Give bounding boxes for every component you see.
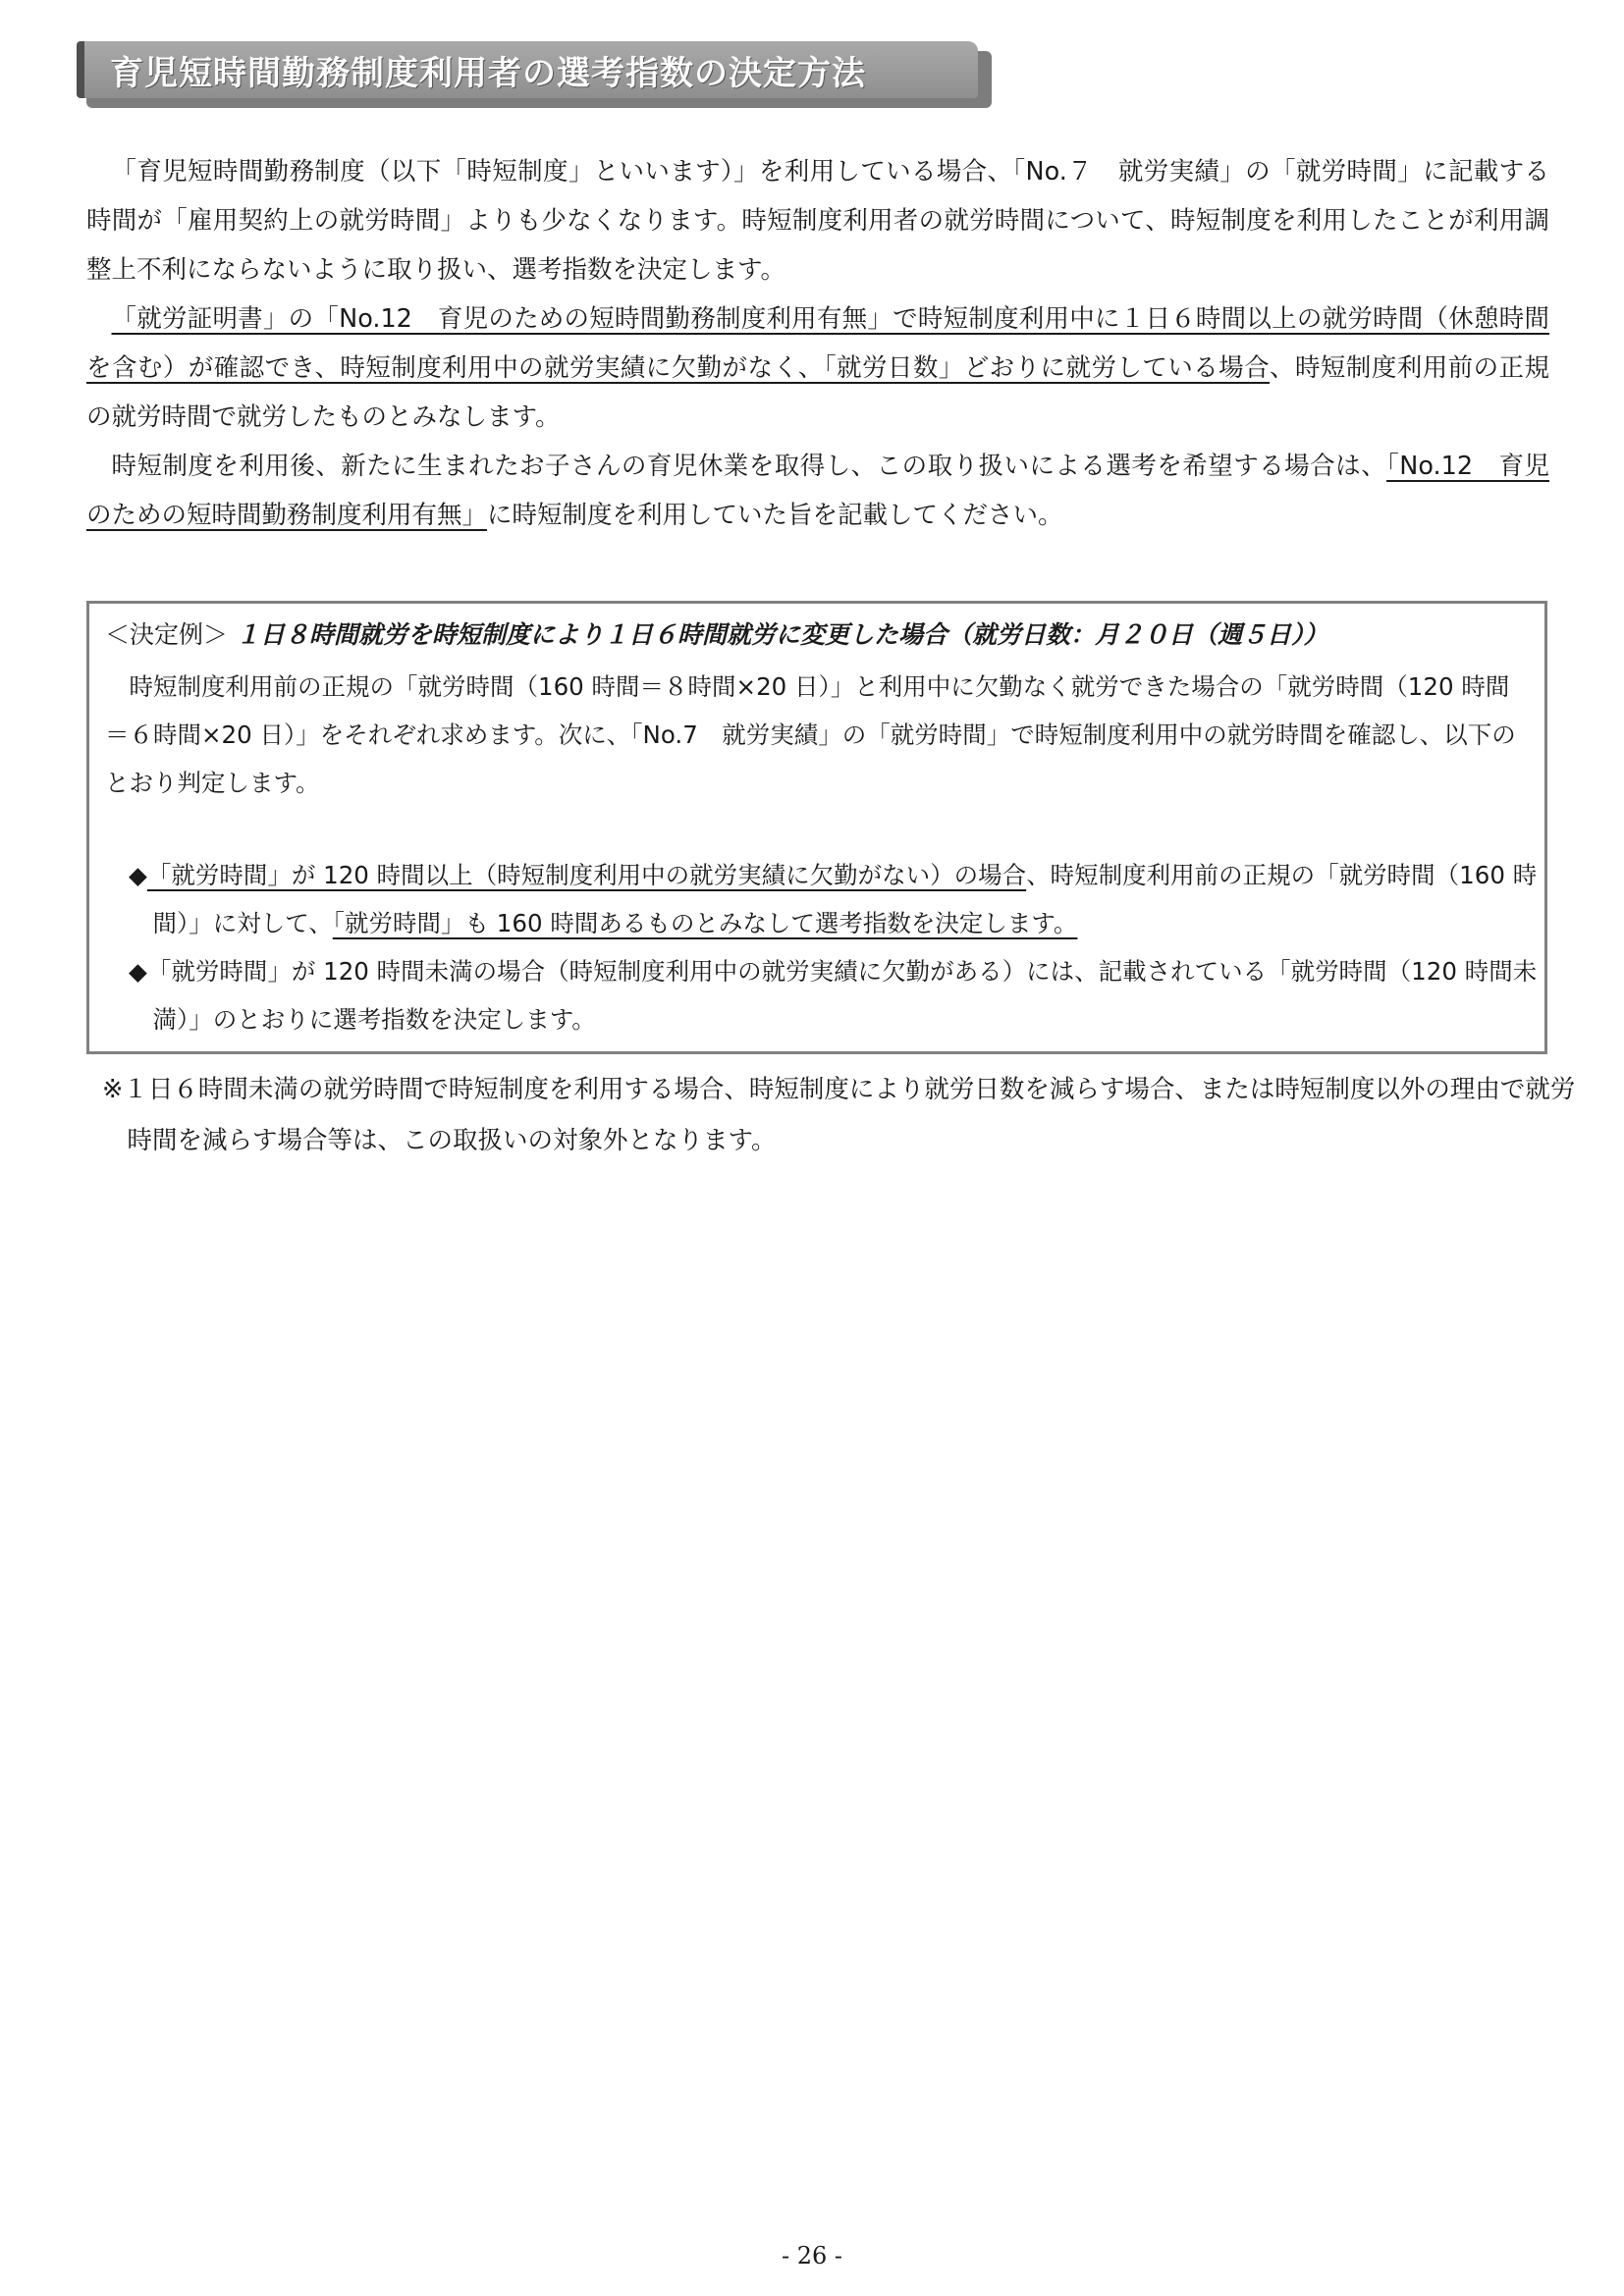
page-title: 育児短時間勤務制度利用者の選考指数の決定方法 <box>110 53 866 93</box>
condition-rest-text: 、時短制度利用前の正規の就労時間で就労したものとみなします。 <box>86 353 1549 432</box>
bullet1-underlined-2: 「就労時間」も 160 時間あるものとみなして選考指数を決定します。 <box>332 909 1078 937</box>
page-number: - 26 - <box>781 2242 842 2269</box>
example-label: ＜決定例＞ <box>105 620 229 649</box>
exclusion-note: ※１日６時間未満の就労時間で時短制度を利用する場合、時短制度により就労日数を減らす場合、または時短制度以外の理由で就労時間を減らす場合等は、この取扱いの対象外となります。 <box>102 1075 1576 1155</box>
childcare-leave-underlined: 「No.12 育児のための短時間勤務制度利用有無」 <box>86 452 1549 530</box>
paragraph-intro: 「育児短時間勤務制度（以下「時短制度」といいます）」を利用している場合、「No.７ 就労実績」の「就労時間」に記載する時間が「雇用契約上の就労時間」よりも少なくなります。時短制度利用者の就労時間について、時短制度を利用したことが利用調整上不利にならないように取り扱い、選考指数を決定します。 <box>86 157 1549 285</box>
childcare-leave-end: に時短制度を利用していた旨を記載してください。 <box>487 501 1063 530</box>
section-title-banner <box>77 41 992 108</box>
bullet1-middle: 、時短制度利用前の正規の「就労時間（160 時間）」に対して、 <box>152 861 1538 937</box>
bullet2-text: 「就労時間」が 120 時間未満の場合（時短制度利用中の就労実績に欠勤がある）には、記載されている「就労時間（120 時間未満）」のとおりに選考指数を決定します。 <box>146 957 1538 1034</box>
bullet-diamond-icon: ◆ <box>129 861 147 889</box>
paragraph-childcare-leave <box>86 442 1549 540</box>
example-bullet-1 <box>129 851 1538 947</box>
condition-underlined-text: 「就労証明書」の「No.12 育児のための短時間勤務制度利用有無」で時短制度利用中に１日６時間以上の就労時間（休憩時間を含む）が確認でき、時短制度利用中の就労実績に欠勤がなく、「就労日数」どおりに就労している場合 <box>86 304 1549 383</box>
childcare-leave-start: 時短制度を利用後、新たに生まれたお子さんの育児休業を取得し、この取り扱いによる選考を希望する場合は、 <box>111 452 1387 481</box>
example-heading-title: １日８時間就労を時短制度により１日６時間就労に変更した場合（就労日数：月２０日（週５日）） <box>235 620 1328 649</box>
bullet1-underlined-1: 「就労時間」が 120 時間以上（時短制度利用中の就労実績に欠勤がない）の場合 <box>146 861 1027 889</box>
decision-example-box <box>86 601 1547 1054</box>
bullet-diamond-icon: ◆ <box>129 957 147 986</box>
example-heading <box>105 614 1327 657</box>
title-banner-box <box>77 41 978 98</box>
example-body: 時短制度利用前の正規の「就労時間（160 時間＝８時間×20 日）」と利用中に欠勤なく就労できた場合の「就労時間（120 時間＝６時間×20 日）」をそれぞれ求めます。次に、「No.7 就労実績」の「就労時間」で時短制度利用中の就労時間を確認し、以下のとおり判定します。 <box>105 672 1516 797</box>
example-bullet-2 <box>129 947 1538 1043</box>
paragraph-condition <box>86 294 1549 442</box>
